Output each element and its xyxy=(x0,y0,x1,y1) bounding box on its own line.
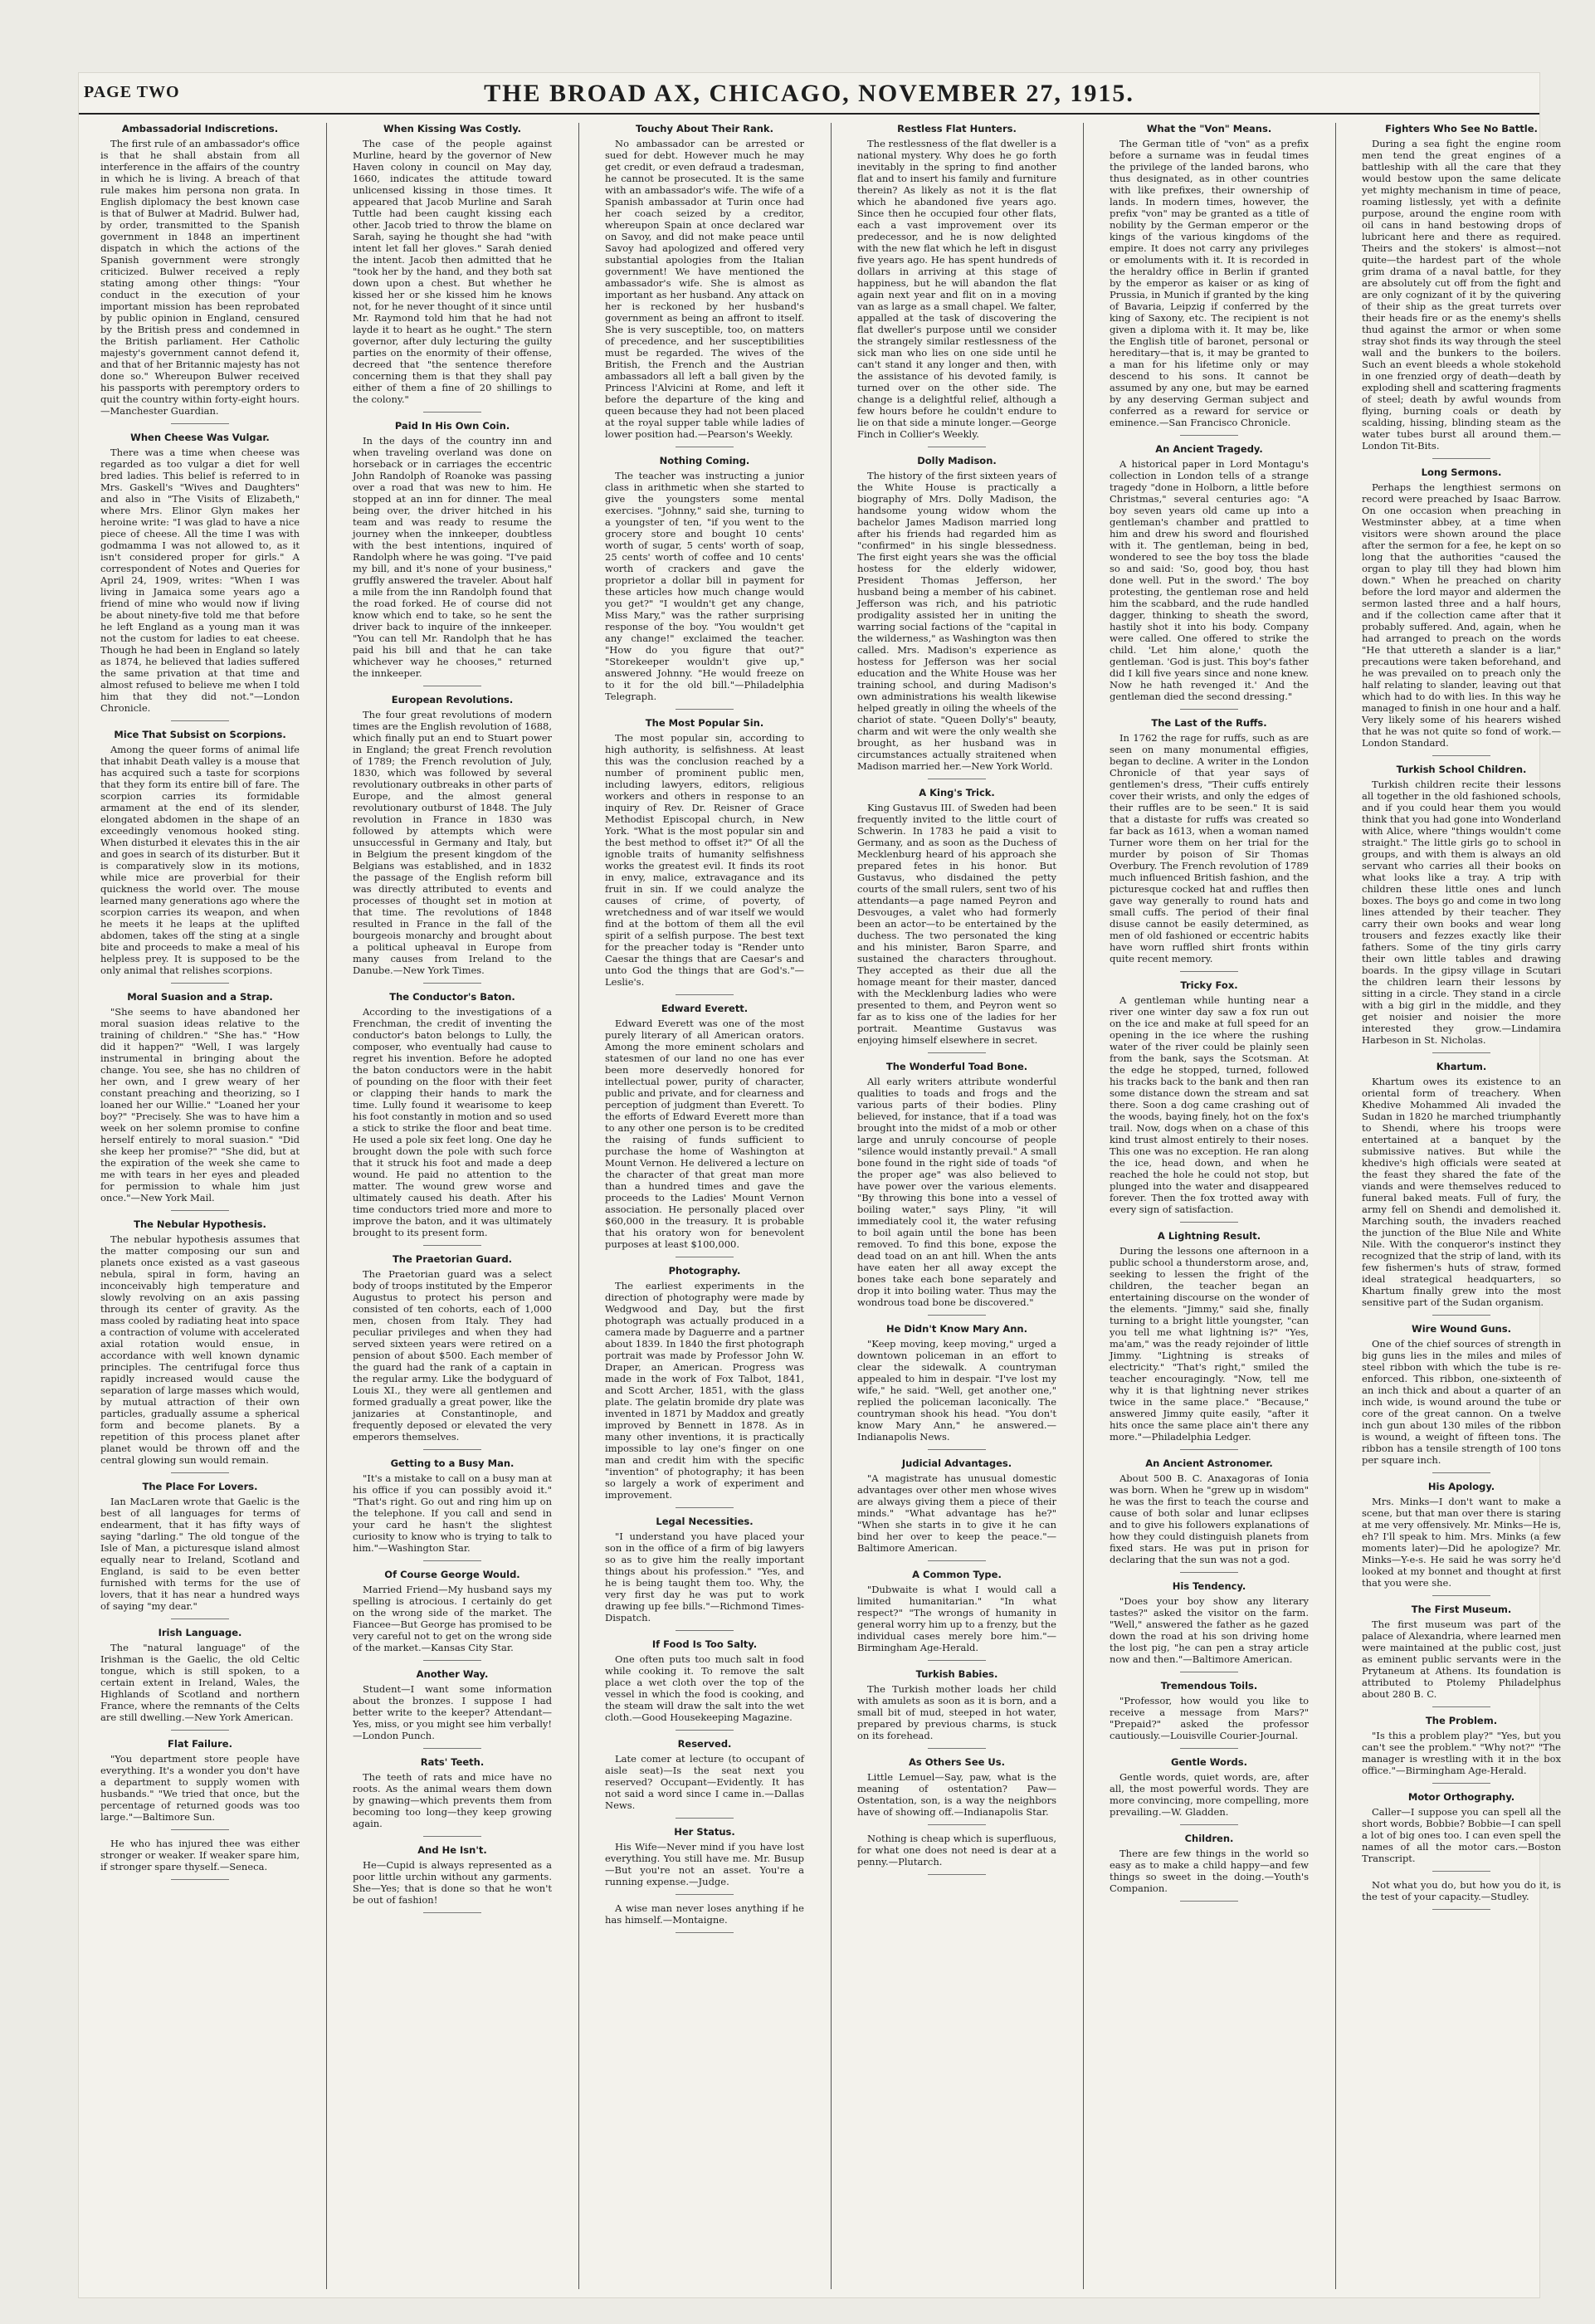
article-headline: A King's Trick. xyxy=(919,787,995,798)
article-body: A gentleman while hunting near a river one winter day saw a fox run out on the ice and make at full speed for an opening in the ice where the rushing water of the river could be plainly seen from the bank, says the Scotsman. At the edge he stopped, turned, followed his tracks back to the bank and then ran some distance down the stream and sat there. Soon a dog came crashing out of the woods, baying finely, hot on the fox's trail. Now, dogs when on a chase of this kind trust almost entirely to their noses. This one was no exception. He ran along the ice, head down, and when he reached the hole he could not stop, but plunged into the water and disappeared forever. Then the fox trotted away with every sign of satisfaction. xyxy=(1110,994,1309,1215)
article-body: The case of the people against Murline, heard by the governor of New Haven colony in council on May day, 1660, indicates the attitude toward unlicensed kissing in those times. It appeared that Jacob Murline and Sarah Tuttle had been caught kissing each other. Jacob tried to throw the blame on Sarah, saying he thought she had "with intent let fall her gloves." Sarah denied the intent. Jacob then admitted that he "took her by the hand, and they both sat down upon a chest. But whether he kissed her or she kissed him he knows not, for he never thought of it since until Mr. Raymond told him that he had not layde it to heart as he ought." The stern governor, after duly lecturing the guilty parties on the enormity of their offense, decreed that "the sentence therefore concerning them is that they shall pay either of them a fine of 20 shillings to the colony." xyxy=(353,138,552,405)
article-headline: A Lightning Result. xyxy=(1157,1230,1261,1242)
article xyxy=(1110,443,1309,710)
article xyxy=(1110,717,1309,972)
article-body: The Praetorian guard was a select body of troops instituted by the Emperor Augustus to protect his person and consisted of ten cohorts, each of 1,000 men, chosen from Italy. They had peculiar privileges and when they had served sixteen years were retired on a pension of about $500. Each member of the guard had the rank of a captain in the regular army. Like the bodyguard of Louis XI., they were all gentlemen and formed gradually a great power, like the janizaries at Constantinople, and frequently deposed or elevated the very emperors themselves. xyxy=(353,1268,552,1443)
article-divider xyxy=(423,1560,481,1561)
article-divider xyxy=(1180,1449,1238,1450)
article xyxy=(857,1756,1056,1825)
article-divider xyxy=(928,1874,986,1875)
article xyxy=(100,991,300,1211)
article-body: Gentle words, quiet words, are, after all, the most powerful words. They are more convincing, more compelling, more prevailing.—W. Gladden. xyxy=(1110,1771,1309,1818)
article-divider xyxy=(171,423,229,424)
article-divider xyxy=(676,1818,734,1819)
article xyxy=(857,1457,1056,1561)
article-headline: Motor Orthography. xyxy=(1407,1791,1515,1803)
article-columns xyxy=(79,123,1561,2289)
article-headline: The Place For Lovers. xyxy=(142,1481,258,1492)
article-body: "I understand you have placed your son in the office of a firm of big lawyers so as to give him the really important things about his profession." "Yes, and he is being taught them too. Why, the very first day he was put to work drawing up fee bills."—Richmond Times-Dispatch. xyxy=(605,1531,804,1623)
article-divider xyxy=(928,1824,986,1825)
article-headline: When Kissing Was Costly. xyxy=(383,123,522,134)
article-headline: Flat Failure. xyxy=(168,1738,232,1750)
article-headline: Judicial Advantages. xyxy=(901,1457,1012,1469)
newspaper-page xyxy=(79,73,1561,2297)
article-headline: Wire Wound Guns. xyxy=(1412,1323,1511,1335)
article-divider xyxy=(928,1560,986,1561)
article-body: The teeth of rats and mice have no roots. As the animal wears them down by gnawing—which prevents them from becoming too long—they keep growing again. xyxy=(353,1771,552,1829)
article-body: "Dubwaite is what I would call a limited humanitarian." "In what respect?" "The wrongs of humanity in general worry him up to a frenzy, but the individual cases merely bore him."—Birmingham Age-Herald. xyxy=(857,1584,1056,1653)
article-divider xyxy=(676,1630,734,1631)
article-body: One of the chief sources of strength in big guns lies in the miles and miles of steel ribbon with which the tube is re-enforced. This ribbon, one-sixteenth of an inch thick and about a quarter of an inch wide, is wound around the tube or core of the great cannon. On a twelve inch gun about 130 miles of the ribbon is wound, a weight of fifteen tons. The ribbon has a tensile strength of 100 tons per square inch. xyxy=(1362,1338,1561,1466)
article-divider xyxy=(676,1894,734,1895)
article-headline: The Nebular Hypothesis. xyxy=(134,1218,266,1230)
article xyxy=(1362,1061,1561,1316)
article-divider xyxy=(676,709,734,710)
article-body: During the lessons one afternoon in a public school a thunderstorm arose, and, seeking to lessen the fright of the children, the teacher began an entertaining discourse on the wonder of the elements. "Jimmy," said she, finally turning to a bright little youngster, "can you tell me what lightning is?" "Yes, ma'am," was the ready rejoinder of little Jimmy. "Lightning is streaks of electricity." "That's right," smiled the teacher encouragingly. "Now, tell me why it is that lightning never strikes twice in the same place." "Because," answered Jimmy quite easily, "after it hits once the same place ain't there any more."—Philadelphia Ledger. xyxy=(1110,1245,1309,1443)
article-divider xyxy=(928,1660,986,1661)
article-headline: Long Sermons. xyxy=(1421,466,1502,478)
article-headline: The Problem. xyxy=(1425,1715,1498,1726)
article xyxy=(857,1668,1056,1749)
article xyxy=(1362,466,1561,756)
article-headline: His Apology. xyxy=(1427,1481,1495,1492)
article xyxy=(100,432,300,721)
article-headline: The Most Popular Sin. xyxy=(645,717,764,729)
article xyxy=(353,420,552,686)
article-body: Edward Everett was one of the most purely literary of all American orators. Among the more eminent scholars and statesmen of our land no one has ever been more deservedly honored for intellectual power, purity of character, public and private, and for clearness and perception of judgment than Everett. To the efforts of Edward Everett more than to any other one person is to be credited the raising of funds sufficient to purchase the home of Washington at Mount Vernon. He delivered a lecture on the character of that great man more than a hundred times and gave the proceeds to the Ladies' Mount Vernon association. He personally placed over $60,000 in the treasury. It is probable that his oratory won for benevolent purposes at least $100,000. xyxy=(605,1018,804,1250)
article-body: Among the queer forms of animal life that inhabit Death valley is a mouse that has acquired such a taste for scorpions that they form its entire bill of fare. The scorpion carries its formidable armament at the end of its slender, elongated abdomen in the shape of an exceedingly venomous hooked sting. When disturbed it elevates this in the air and goes in search of its disturber. But it is comparatively slow in its motions, while mice are proverbial for their quickness the world over. The mouse learned many generations ago where the scorpion carries its weapon, and when he meets it he leaps at the uplifted abdomen, takes off the sting at a single bite and proceeds to make a meal of his helpless prey. It is supposed to be the only animal that relishes scorpions. xyxy=(100,744,300,976)
article-body: He who has injured thee was either stronger or weaker. If weaker spare him, if stronger spare thyself.—Seneca. xyxy=(100,1838,300,1872)
article-body: Student—I want some information about the bronzes. I suppose I had better write to the keeper? Attendant—Yes, miss, or you might see him verbally!—London Punch. xyxy=(353,1683,552,1741)
article-body: He—Cupid is always represented as a poor little urchin without any garments. She—Yes; that is done so that he won't be out of fashion! xyxy=(353,1859,552,1906)
article-headline: Dolly Madison. xyxy=(917,455,997,466)
article-body: Late comer at lecture (to occupant of aisle seat)—Is the seat next you reserved? Occupant—Evidently. It has not said a word since I came in.—Dallas News. xyxy=(605,1753,804,1811)
article-divider xyxy=(1432,1595,1490,1596)
article-divider xyxy=(1180,1572,1238,1573)
article-headline: An Ancient Astronomer. xyxy=(1145,1457,1273,1469)
article-divider xyxy=(171,1472,229,1473)
article-body: "It's a mistake to call on a busy man at his office if you can possibly avoid it." "That's right. Go out and ring him up on the telephone. If you call and send in your card he hasn't the slightest curiosity to know who is trying to talk to him."—Washington Star. xyxy=(353,1472,552,1554)
article-headline: Turkish Babies. xyxy=(915,1668,998,1680)
article-body: About 500 B. C. Anaxagoras of Ionia was born. When he "grew up in wisdom" he was the first to teach the course and cause of both solar and lunar eclipses and to give his followers explanations of how they could distinguish planets from fixed stars. He was put in prison for declaring that the sun was not a god. xyxy=(1110,1472,1309,1565)
article-divider xyxy=(1432,1472,1490,1473)
column-5 xyxy=(1110,123,1309,2289)
article-divider xyxy=(1180,709,1238,710)
article-headline: Ambassadorial Indiscretions. xyxy=(121,123,279,134)
article xyxy=(353,991,552,1246)
article-headline: Touchy About Their Rank. xyxy=(636,123,773,134)
article-body: "Keep moving, keep moving," urged a downtown policeman in an effort to clear the sidewalk. A countryman appealed to him in despair. "I've lost my wife," he said. "Well, get another one," replied the policeman laconically. The countryman shook his head. "You don't know Mary Ann," he answered.—Indianapolis News. xyxy=(857,1338,1056,1443)
article xyxy=(857,1061,1056,1316)
article xyxy=(857,1833,1056,1875)
article-divider xyxy=(171,1829,229,1830)
article-headline: Her Status. xyxy=(674,1826,735,1838)
article-divider xyxy=(171,1730,229,1731)
article-body: A historical paper in Lord Montagu's collection in London tells of a strange tragedy "done in Holborn, a little before Christmas," several centuries ago: "A boy seven years old came up into a gentleman's chamber and prattled to him and drew his sword and flourished with it. The gentleman, being in bed, wondered to see the boy toss the blade so and said: 'So, good boy, thou hast done well. Put in the sword.' The boy protesting, the gentleman rose and held him the scabbard, and the rude handled dagger, thinking to sheath the sword, hastily shot it into his body. Company were called. One offered to strike the child. 'Let him alone,' quoth the gentleman. 'God is just. This boy's father did I kill five years since and none knew. Now he hath revenged it.' And the gentleman died the second dressing." xyxy=(1110,458,1309,702)
article-body: In the days of the country inn and when traveling overland was done on horseback or in carriages the eccentric John Randolph of Roanoke was passing over a road that was new to him. He stopped at an inn for dinner. The meal being over, the driver hitched in his team and was ready to resume the journey when the innkeeper, doubtless with the best intentions, inquired of Randolph where he was going. "I've paid my bill, and it's none of your business," gruffly answered the traveler. About half a mile from the inn Randolph found that the road forked. He of course did not know which end to take, so he sent the driver back to inquire of the innkeeper. "You can tell Mr. Randolph that he has paid his bill and that he can take whichever way he chooses," returned the innkeeper. xyxy=(353,435,552,679)
article-body: According to the investigations of a Frenchman, the credit of inventing the conductor's baton belongs to Lully, the composer, who eventually had cause to regret his invention. Before he adopted the baton conductors were in the habit of pounding on the floor with their feet or clapping their hands to mark the time. Lully found it wearisome to keep his foot constantly in motion and so used a stick to strike the floor and beat time. He used a pole six feet long. One day he brought down the pole with such force that it struck his foot and made a deep wound. He paid no attention to the matter. The wound grew worse and ultimately caused his death. After his time conductors tried more and more to improve the baton, and it was ultimately brought to its present form. xyxy=(353,1006,552,1238)
article xyxy=(100,1838,300,1880)
column-6 xyxy=(1362,123,1561,2289)
article-body: The nebular hypothesis assumes that the matter composing our sun and planets once existed as a vast gaseous nebula, spiral in form, having an inconceivably high temperature and slowly revolving on an axis passing through its center of gravity. As the mass cooled by radiating heat into space a contraction of volume with accelerated axial rotation would ensue, in accordance with well known dynamic principles. The centrifugal force thus rapidly increased would cause the separation of large masses which would, by mutual attraction of their own particles, gradually assume a spherical form and become planets. By a repetition of this process planet after planet would be thrown off and the central glowing sun would remain. xyxy=(100,1233,300,1466)
article-body: In 1762 the rage for ruffs, such as are seen on many monumental effigies, began to decline. A writer in the London Chronicle of that year says of gentlemen's dress, "Their cuffs entirely cover their wrists, and only the edges of their ruffles are to be seen." It is said that a distaste for ruffs was created so far back as 1613, when a woman named Turner wore them on her trial for the murder by poison of Sir Thomas Overbury. The French revolution of 1789 much influenced British fashion, and the picturesque cocked hat and ruffles then gave way generally to round hats and small cuffs. The period of their final disuse cannot be easily determined, as men of old fashioned or eccentric habits have worn ruffled shirt fronts within quite recent memory. xyxy=(1110,732,1309,964)
article-divider xyxy=(676,994,734,995)
article-headline: As Others See Us. xyxy=(909,1756,1005,1768)
article-body: The teacher was instructing a junior class in arithmetic when she started to give the youngsters some mental exercises. "Johnny," said she, turning to a youngster of ten, "if you went to the grocery store and bought 10 cents' worth of sugar, 5 cents' worth of soap, 25 cents' worth of coffee and 10 cents' worth of crackers and gave the proprietor a dollar bill in payment for these articles how much change would you get?" "I wouldn't get any change, Miss Mary," was the rather surprising response of the boy. "You wouldn't get any change!" exclaimed the teacher. "How do you figure that out?" "Storekeeper wouldn't give up," answered Johnny. "He would freeze on to it for the old bill."—Philadelphia Telegraph. xyxy=(605,470,804,702)
article-divider xyxy=(1432,1052,1490,1053)
article-divider xyxy=(423,1245,481,1246)
article xyxy=(353,1569,552,1661)
article-body: "A magistrate has unusual domestic advantages over other men whose wives are always giving them a piece of their minds." "What advantage has he?" "When she starts in to give it he can bind her over to keep the peace."—Baltimore American. xyxy=(857,1472,1056,1554)
article xyxy=(353,1253,552,1450)
article-body: There was a time when cheese was regarded as too vulgar a diet for well bred ladies. This belief is referred to in Mrs. Gaskell's "Wives and Daughters" and also in "The Visits of Elizabeth," where Mrs. Elinor Glyn makes her heroine write: "I was glad to have a nice piece of cheese. All the time I was with godmamma I was not allowed to, as it isn't considered proper for girls." A correspondent of Notes and Queries for April 24, 1909, writes: "When I was living in Jamaica some years ago a friend of mine who would now if living be about ninety-five told me that before he left England as a young man it was not the custom for ladies to eat cheese. Though he had been in England so lately as 1874, he believed that ladies suffered the same privation at that time and almost refused to believe me when I told him that they did not."—London Chronicle. xyxy=(100,447,300,714)
article-divider xyxy=(1432,1909,1490,1910)
article-body: Mrs. Minks—I don't want to make a scene, but that man over there is staring at me very offensively. Mr. Minks—He is, eh? I'll speak to him. Mrs. Minks (a few moments later)—Did he apologize? Mr. Minks—Y-e-s. He said he was sorry he'd looked at my bonnet and thought at first that you were she. xyxy=(1362,1496,1561,1589)
article-headline: Gentle Words. xyxy=(1171,1756,1247,1768)
article xyxy=(1362,1604,1561,1707)
article-headline: Nothing Coming. xyxy=(659,455,750,466)
article xyxy=(605,1902,804,1933)
article-headline: Reserved. xyxy=(677,1738,732,1750)
article-headline: Fighters Who See No Battle. xyxy=(1385,123,1538,134)
article-body: The history of the first sixteen years of the White House is practically a biography of Mrs. Dolly Madison, the handsome young widow whom the bachelor James Madison married long after his friends had regarded him as "confirmed" in his single blessedness. The first eight years she was the official hostess for the elderly widower, President Thomas Jefferson, her husband being a member of his cabinet. Jefferson was rich, and his patriotic prodigality assisted her in uniting the warring social factions of the "capital in the wilderness," as Washington was then called. Mrs. Madison's experience as hostess for Jefferson was her social education and the White House was her training school, and during Madison's own administrations his wealth likewise helped greatly in oiling the wheels of the chariot of state. "Queen Dolly's" beauty, charm and wit were the only wealth she brought, as her husband was in circumstances actually straitened when Madison married her.—New York World. xyxy=(857,470,1056,772)
article-divider xyxy=(171,1879,229,1880)
article-divider xyxy=(1180,435,1238,436)
article-divider xyxy=(171,720,229,721)
article xyxy=(100,1627,300,1731)
article-divider xyxy=(423,983,481,984)
article-body: Not what you do, but how you do it, is the test of your capacity.—Studley. xyxy=(1362,1879,1561,1902)
article-divider xyxy=(1180,1901,1238,1902)
article-divider xyxy=(171,1210,229,1211)
article-headline: Tricky Fox. xyxy=(1180,979,1238,991)
article xyxy=(353,1668,552,1749)
article-divider xyxy=(423,412,481,413)
article-body: There are few things in the world so easy as to make a child happy—and few things so sweet in the doing.—Youth's Companion. xyxy=(1110,1848,1309,1894)
article xyxy=(1110,1457,1309,1573)
article-headline: Restless Flat Hunters. xyxy=(897,123,1017,134)
column-3 xyxy=(605,123,804,2289)
article-body: Ian MacLaren wrote that Gaelic is the best of all languages for terms of endearment, that it has fifty ways of saying "darling." The old tongue of the Isle of Man, a picturesque island almost equally near to Ireland, Scotland and England, is said to be even better furnished with terms for the use of lovers, that it has near a hundred ways of saying "my dear." xyxy=(100,1496,300,1612)
article-headline: Khartum. xyxy=(1436,1061,1487,1072)
column-rule xyxy=(578,123,579,2289)
article-divider xyxy=(171,983,229,984)
article xyxy=(100,1738,300,1830)
article xyxy=(353,1457,552,1561)
article-divider xyxy=(423,1449,481,1450)
article xyxy=(100,729,300,984)
article-body: The restlessness of the flat dweller is a national mystery. Why does he go forth inevitably in the spring to find another flat and to insert his family and furniture therein? As likely as not it is the flat which he abandoned five years ago. Since then he occupied four other flats, each a vast improvement over its predecessor, and he is now delighted with the new flat which he left in disgust five years ago. He has spent hundreds of dollars in arriving at this stage of happiness, but he will abandon the flat again next year and flit on in a moving van as large as a small chapel. We falter, appalled at the task of discovering the flat dweller's purpose until we consider the strangely similar restlessness of the sick man who lies on one side until he can't stand it any longer and then, with the assistance of his devoted family, is turned over on the other side. The change is a delightful relief, although a few hours before he couldn't endure to lie on that side a minute longer.—George Finch in Collier's Weekly. xyxy=(857,138,1056,440)
article-body: The most popular sin, according to high authority, is selfishness. At least this was the conclusion reached by a number of prominent public men, including lawyers, editors, religious workers and others in response to an inquiry of Rev. Dr. Reisner of Grace Methodist Episcopal church, in New York. "What is the most popular sin and the best method to offset it?" Of all the ignoble traits of humanity selfishness works the greatest evil. It finds its root in envy, malice, extravagance and its fruit in sin. If we could analyze the causes of crime, of poverty, of wretchedness and of war itself we would find at the bottom of them all the evil spirit of a selfish purpose. The best text for the preacher today is "Render unto Caesar the things that are Caesar's and unto God the things that are God's."—Leslie's. xyxy=(605,732,804,988)
article-divider xyxy=(1432,755,1490,756)
article-divider xyxy=(928,1748,986,1749)
article xyxy=(857,123,1056,447)
article-headline: Turkish School Children. xyxy=(1396,764,1527,775)
article-body: All early writers attribute wonderful qualities to toads and frogs and the various parts of their bodies. Pliny believed, for instance, that if a toad was brought into the midst of a mob or other large and unruly concourse of people "silence would instantly prevail." A small bone found in the right side of toads "of the proper age" was also believed to have power over the various elements. "By throwing this bone into a vessel of boiling water," says Pliny, "it will immediately cool it, the water refusing to boil again until the bone has been removed. To find this bone, expose the dead toad on an ant hill. When the ants have eaten her all away except the bones take each bone separately and drop it into boiling water. Thus may the wondrous toad bone be discovered." xyxy=(857,1076,1056,1308)
article-divider xyxy=(676,1932,734,1933)
article-body: The Turkish mother loads her child with amulets as soon as it is born, and a small bit of mud, steeped in hot water, prepared by previous charms, is stuck on its forehead. xyxy=(857,1683,1056,1741)
article-body: The four great revolutions of modern times are the English revolution of 1688, which finally put an end to Stuart power in England; the great French revolution of 1789; the French revolution of July, 1830, which was followed by several revolutionary outbreaks in other parts of Europe, and the almost general revolutionary outburst of 1848. The July revolution in France in 1830 was followed by attempts which were unsuccessful in Germany and Italy, but in Belgium the present kingdom of the Belgians was established, and in 1832 the passage of the English reform bill was directly attributed to events and processes of thought set in motion at that time. The revolutions of 1848 resulted in France in the fall of the bourgeois monarchy and brought about a political upheaval in Europe from many causes from Ireland to the Danube.—New York Times. xyxy=(353,709,552,976)
article-headline: Tremendous Toils. xyxy=(1160,1680,1258,1692)
page-number-label: PAGE TWO xyxy=(84,83,180,101)
article-headline: He Didn't Know Mary Ann. xyxy=(885,1323,1027,1335)
article xyxy=(353,123,552,413)
article-divider xyxy=(423,1836,481,1837)
article xyxy=(1110,1833,1309,1902)
column-rule xyxy=(831,123,832,2289)
article-body: Nothing is cheap which is superfluous, for what one does not need is dear at a penny.—Plutarch. xyxy=(857,1833,1056,1868)
article-headline: When Cheese Was Vulgar. xyxy=(130,432,270,443)
article xyxy=(100,123,300,424)
article-body: Khartum owes its existence to an oriental form of treachery. When Khedive Mohammed Ali invaded the Sudan in 1820 he marched triumphantly to Shendi, where his troops were entertained at a banquet by the submissive natives. But while the khedive's high officials were seated at the feast they shared the fate of the viands and were themselves reduced to funeral baked meats. Full of fury, the army fell on Shendi and demolished it. Marching south, the invaders reached the junction of the Blue Nile and White Nile. With the conqueror's instinct they recognized that the strip of land, with its few fishermen's huts of straw, formed ideal strategical headquarters, so Khartum finally grew into the most sensitive part of the Sudan organism. xyxy=(1362,1076,1561,1308)
article xyxy=(100,1218,300,1473)
article-headline: European Revolutions. xyxy=(391,694,514,706)
article-headline: Edward Everett. xyxy=(661,1003,749,1014)
article-headline: The Conductor's Baton. xyxy=(389,991,515,1003)
article-body: During a sea fight the engine room men tend the great engines of a battleship with all the care that they would bestow upon the same delicate yet mighty mechanism in time of peace, roaming listlessly, yet with a definite purpose, around the engine room with oil cans in hand bestowing drops of lubricant here and there as required. Theirs and the stokers' is almost—not quite—the hardest part of the whole grim drama of a naval battle, for they are absolutely cut off from the fight and are only cognizant of it by the quivering of their ship as the great turrets over their heads fire or as the enemy's shells thud against the armor or when some stray shot finds its way through the steel wall and the bunkers to the boilers. Such an event bleeds a whole stokehold in one frenzied orgy of death—death by exploding shell and scattering fragments of steel; death by awful wounds from flying, burning coals or death by scalding, hissing, blinding steam as the water tubes burst all around them.—London Tit-Bits. xyxy=(1362,138,1561,452)
article xyxy=(605,1003,804,1257)
article-headline: Another Way. xyxy=(416,1668,489,1680)
article-body: "Does your boy show any literary tastes?" asked the visitor on the farm. "Well," answered the father as he gazed down the road at his son driving home the lost pig, "he can pen a stray article now and then."—Baltimore American. xyxy=(1110,1595,1309,1665)
article xyxy=(857,1569,1056,1661)
article-body: "Professor, how would you like to receive a message from Mars?" "Prepaid?" asked the professor cautiously.—Louisville Courier-Journal. xyxy=(1110,1695,1309,1741)
article-divider xyxy=(1180,1222,1238,1223)
article-body: Little Lemuel—Say, paw, what is the meaning of ostentation? Paw—Ostentation, son, is a way the neighbors have of showing off.—Indianapolis Star. xyxy=(857,1771,1056,1818)
article xyxy=(1110,1580,1309,1672)
article-headline: The Wonderful Toad Bone. xyxy=(885,1061,1028,1072)
article xyxy=(1110,1230,1309,1450)
article-body: One often puts too much salt in food while cooking it. To remove the salt place a wet cloth over the top of the vessel in which the food is cooking, and the steam will draw the salt into the wet cloth.—Good Housekeeping Magazine. xyxy=(605,1653,804,1723)
column-rule xyxy=(1083,123,1084,2289)
article xyxy=(857,1323,1056,1450)
article xyxy=(605,1826,804,1895)
article-body: Caller—I suppose you can spell all the short words, Bobbie? Bobbie—I can spell a lot of big ones too. I can even spell the names of all the motor cars.—Boston Transcript. xyxy=(1362,1806,1561,1864)
article-headline: The Last of the Ruffs. xyxy=(1151,717,1267,729)
article-headline: Getting to a Busy Man. xyxy=(390,1457,515,1469)
article-body: "She seems to have abandoned her moral suasion ideas relative to the training of children." "She has." "How did it happen?" "Well, I was largely instrumental in bringing about the change. You see, she has no children of her own, and I grew weary of her constant preaching and theorizing, so I loaned her our Willie." "Loaned her your boy?" "Precisely. She was to have him a week on her solemn promise to confine herself entirely to moral suasion." "Did she keep her promise?" "She did, but at the expiration of the week she came to me with tears in her eyes and pleaded for permission to whale him just once."—New York Mail. xyxy=(100,1006,300,1204)
article xyxy=(1362,1715,1561,1784)
article xyxy=(605,1265,804,1508)
article xyxy=(1362,1791,1561,1872)
article-headline: If Food Is Too Salty. xyxy=(651,1638,758,1650)
article-divider xyxy=(1432,1783,1490,1784)
article-body: "Is this a problem play?" "Yes, but you can't see the problem." "Why not?" "The manager is wrestling with it in the box office."—Birmingham Age-Herald. xyxy=(1362,1730,1561,1776)
article xyxy=(353,694,552,984)
column-rule xyxy=(326,123,327,2289)
article-headline: And He Isn't. xyxy=(417,1844,487,1856)
article xyxy=(100,1481,300,1619)
article-headline: The First Museum. xyxy=(1411,1604,1512,1615)
article-divider xyxy=(928,1052,986,1053)
masthead xyxy=(79,80,1539,115)
article-body: Perhaps the lengthiest sermons on record were preached by Isaac Barrow. On one occasion when preaching in Westminster abbey, at a time when visitors were shown around the place after the sermon for a fee, he kept on so long that the authorities "caused the organ to play till they had blown him down." When he preached on charity before the lord mayor and aldermen the sermon lasted three and a half hours, and if the collection came after that it probably suffered. And, again, when he had arranged to preach on the words "He that uttereth a slander is a liar," precautions were taken beforehand, and he was prevailed on to preach only the half relating to slander, leaving out that which had to do with lies. In this way he managed to finish in one hour and a half. Very likely some of his hearers wished that he was not quite so fond of work.—London Standard. xyxy=(1362,481,1561,749)
article-headline: Mice That Subsist on Scorpions. xyxy=(114,729,286,740)
article-body: The earliest experiments in the direction of photography were made by Wedgwood and Day, but the first photograph was actually produced in a camera made by Daguerre and a partner about 1839. In 1840 the first photograph portrait was made by Professor John W. Draper, an American. Progress was made in the work of Fox Talbot, 1841, and Scott Archer, 1851, with the glass plate. The gelatin bromide dry plate was invented in 1871 by Maddox and greatly improved by Bennett in 1878. As in many other inventions, it is practically impossible to lay one's finger on one man and credit him with the specific "invention" of photography; it has been so largely a work of experiment and improvement. xyxy=(605,1280,804,1501)
article-divider xyxy=(928,1449,986,1450)
article-headline: A Common Type. xyxy=(912,1569,1002,1580)
article-divider xyxy=(423,1912,481,1913)
article-divider xyxy=(928,1315,986,1316)
article-divider xyxy=(171,1618,229,1619)
article xyxy=(605,123,804,447)
article-headline: Photography. xyxy=(668,1265,741,1277)
article-body: His Wife—Never mind if you have lost everything. You still have me. Mr. Busup—But you're not an asset. You're a running expense.—Judge. xyxy=(605,1841,804,1887)
article xyxy=(353,1756,552,1837)
article-body: Turkish children recite their lessons all together in the old fashioned schools, and if you could hear them you would think that you had gone into Wonderland with Alice, where "things wouldn't come straight." The little girls go to school in groups, and with them is always an old servant who carries all their books on what looks like a tray. A trip with children these little ones and lunch boxes. The boys go and come in two long lines attended by their teacher. They carry their own books and wear long trousers and fezzes exactly like their fathers. Some of the tiny girls carry their own little tables and drawing boards. In the gipsy village in Scutari the children learn their lessons by sitting in a circle. They stand in a circle with a big girl in the middle, and they get noisier and noisier the more interested they grow.—Lindamira Harbeson in St. Nicholas. xyxy=(1362,779,1561,1046)
article-body: A wise man never loses anything if he has himself.—Montaigne. xyxy=(605,1902,804,1926)
article-body: The first rule of an ambassador's office is that he shall abstain from all interference in the affairs of the country in which he is living. A breach of that rule makes him persona non grata. In English diplomacy the best known case is that of Bulwer at Madrid. Bulwer had, by order, transmitted to the Spanish government in 1848 an impertinent dispatch in which the actions of the Spanish government were strongly criticized. Bulwer received a reply stating among other things: "Your conduct in the execution of your important mission has been reprobated by public opinion in England, censured by the British press and condemned in the British parliament. Her Catholic majesty's government cannot defend it, and that of her Britannic majesty has not done so." Whereupon Bulwer received his passports with peremptory orders to quit the country within forty-eight hours.—Manchester Guardian. xyxy=(100,138,300,417)
article-divider xyxy=(1432,1871,1490,1872)
article-headline: Moral Suasion and a Strap. xyxy=(127,991,273,1003)
article xyxy=(1362,764,1561,1053)
article-body: King Gustavus III. of Sweden had been frequently invited to the little court of Schwerin. In 1783 he paid a visit to Germany, and as soon as the Duchess of Mecklenburg heard of his approach she prepared fetes in his honor. But Gustavus, who disdained the petty courts of the small rulers, sent two of his attendants—a page named Peyron and Desvouges, a valet who had formerly been an actor—to be entertained by the duchess. The two personated the king and his minister, Baron Sparre, and sustained the characters throughout. They accepted as their due all the homage meant for their master, danced with the Mecklenburg ladies who were presented to them, and Peyron went so far as to kiss one of the ladies for her portrait. Meantime Gustavus was enjoying himself elsewhere in secret. xyxy=(857,802,1056,1046)
article-divider xyxy=(676,1507,734,1508)
article xyxy=(1110,1680,1309,1749)
article-headline: Legal Necessities. xyxy=(656,1516,754,1527)
article xyxy=(605,1738,804,1819)
article-divider xyxy=(676,1730,734,1731)
article-divider xyxy=(423,1748,481,1749)
article xyxy=(605,1638,804,1731)
article-headline: His Tendency. xyxy=(1172,1580,1246,1592)
article-divider xyxy=(1432,1315,1490,1316)
article-headline: Rats' Teeth. xyxy=(420,1756,485,1768)
column-4 xyxy=(857,123,1056,2289)
article-body: "You department store people have everything. It's a wonder you don't have a department to supply women with husbands." "We tried that once, but the percentage of returned goods was too large."—Baltimore Sun. xyxy=(100,1753,300,1823)
article-body: No ambassador can be arrested or sued for debt. However much he may get credit, or even defraud a tradesman, he cannot be prosecuted. It is the same with an ambassador's wife. The wife of a Spanish ambassador at Turin once had her coach seized by a creditor, whereupon Spain at once declared war on Savoy, and did not make peace until Savoy had apologized and offered very substantial apologies from the Italian government! We have mentioned the ambassador's wife. She is almost as important as her husband. Any attack on her is reckoned by her husband's government as being an affront to itself. She is very susceptible, too, on matters of precedence, and her susceptibilities must be regarded. The wives of the British, the French and the Austrian ambassadors all left a ball given by the Princess l'Alvicini at Rome, and left it before the departure of the king and queen because they had not been placed at the royal supper table while ladies of lower position had.—Pearson's Weekly. xyxy=(605,138,804,440)
article xyxy=(605,1516,804,1631)
article xyxy=(353,1844,552,1913)
article-headline: Irish Language. xyxy=(158,1627,242,1638)
article-body: The "natural language" of the Irishman is the Gaelic, the old Celtic tongue, which is still spoken, to a certain extent in Ireland, Wales, the Highlands of Scotland and northern France, where the remnants of the Celts are still dwelling.—New York American. xyxy=(100,1642,300,1723)
article xyxy=(1110,1756,1309,1825)
column-rule xyxy=(1335,123,1336,2289)
article xyxy=(605,717,804,995)
article xyxy=(1362,123,1561,459)
article xyxy=(857,787,1056,1053)
article-headline: Of Course George Would. xyxy=(384,1569,520,1580)
article-divider xyxy=(1432,458,1490,459)
article xyxy=(605,455,804,710)
column-2 xyxy=(353,123,552,2289)
article-body: Married Friend—My husband says my spelling is atrocious. I certainly do get on the wrong side of the market. The Fiancee—But George has promised to be very careful not to get on the wrong side of the market.—Kansas City Star. xyxy=(353,1584,552,1653)
article-divider xyxy=(1432,1706,1490,1707)
article-divider xyxy=(1180,1824,1238,1825)
article-headline: Children. xyxy=(1184,1833,1234,1844)
column-1 xyxy=(100,123,300,2289)
article-body: The German title of "von" as a prefix before a surname was in feudal times the privilege of the landed barons, who thus designated, as in other countries with like prefixes, their ownership of lands. In modern times, however, the prefix "von" may be granted as a title of nobility by the German emperor or the kings of the various kingdoms of the empire. It does not carry any privileges or emoluments with it. It is recorded in the heraldry office in Berlin if granted by the emperor as kaiser or as king of Prussia, in Munich if granted by the king of Bavaria, Leipzig if conferred by the king of Saxony, etc. The recipient is not given a diploma with it. It may be, like the English title of baronet, personal or hereditary—that is, it may be granted to a man for his lifetime only or may descend to his sons. It cannot be assumed by any one, but may be earned by any deserving German subject and conferred as a reward for service or eminence.—San Francisco Chronicle. xyxy=(1110,138,1309,428)
article xyxy=(1362,1323,1561,1473)
article xyxy=(1110,123,1309,436)
article xyxy=(1110,979,1309,1223)
article-divider xyxy=(1180,1748,1238,1749)
newspaper-title: THE BROAD AX, CHICAGO, NOVEMBER 27, 1915. xyxy=(484,80,1134,107)
article-body: The first museum was part of the palace of Alexandria, where learned men were maintained at the public cost, just as eminent public servants were in the Prytaneum at Athens. Its foundation is attributed to Ptolemy Philadelphus about 280 B. C. xyxy=(1362,1618,1561,1700)
article-headline: Paid In His Own Coin. xyxy=(394,420,510,432)
article-headline: What the "Von" Means. xyxy=(1146,123,1272,134)
article xyxy=(1362,1879,1561,1910)
article-headline: An Ancient Tragedy. xyxy=(1155,443,1263,455)
article xyxy=(857,455,1056,779)
article-divider xyxy=(423,1660,481,1661)
article-divider xyxy=(1180,971,1238,972)
article xyxy=(1362,1481,1561,1596)
article-headline: The Praetorian Guard. xyxy=(392,1253,513,1265)
